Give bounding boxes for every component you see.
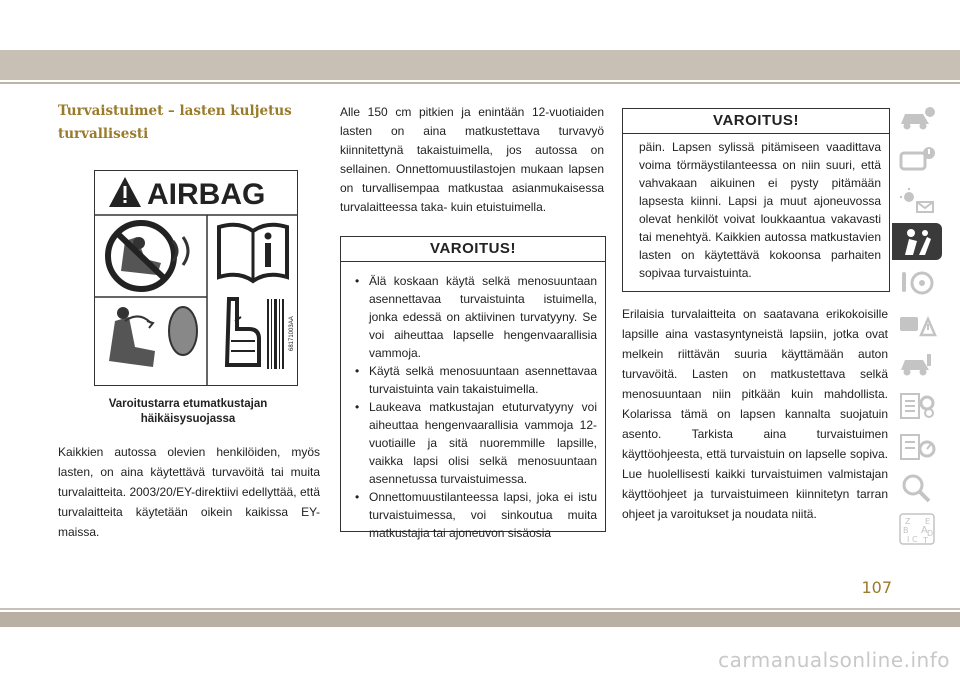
- search-icon: [897, 473, 937, 503]
- svg-text:T: T: [923, 535, 928, 545]
- label-code: 68171003AA: [289, 316, 295, 351]
- svg-text:C: C: [912, 534, 918, 544]
- specs-gauge-icon: [897, 432, 937, 462]
- svg-text:D: D: [927, 528, 934, 538]
- figure-caption-line1: Varoitustarra etumatkustajan: [108, 398, 268, 410]
- airbag-warning-label-figure: [94, 170, 298, 386]
- airbag-deploy-icon: [109, 307, 197, 367]
- section-heading-line2: turvallisesti: [58, 126, 149, 142]
- chapter-sidebar: [892, 100, 942, 551]
- sidebar-tab-specs[interactable]: [892, 428, 942, 465]
- sidebar-tab-lights-message[interactable]: [892, 182, 942, 219]
- sidebar-tab-key-steering[interactable]: [892, 264, 942, 301]
- warning-item: • Käytä selkä menosuuntaan asennettavaa turvaistuinta vain takaistuimella.: [353, 362, 597, 398]
- manual-book-icon: [219, 225, 287, 281]
- sidebar-tab-car-info[interactable]: [892, 100, 942, 137]
- sidebar-tab-car-tools[interactable]: [892, 346, 942, 383]
- warning-item: • Laukeava matkustajan etuturvatyyny voi aiheuttaa hengenvaarallisia vammoja 12-vuotiaille ja sitä nuoremmille lapsille, vaikka lapsi olisi selkä menosuuntaan asennetussa turvaistuimessa.: [353, 398, 597, 488]
- footer-band: [0, 612, 960, 627]
- car-info-icon: [897, 104, 937, 134]
- sidebar-tab-road-warning[interactable]: [892, 305, 942, 342]
- hand-pointing-icon: [227, 299, 259, 365]
- page-top-margin: [0, 0, 960, 50]
- sidebar-tab-index[interactable]: [892, 510, 942, 547]
- warning-item: • Älä koskaan käytä selkä menosuuntaan asennettavaa turvaistuinta istuimella, jonka edessä on aktiivinen turvatyyny. Se voi aiheuttaa lapselle hengenvaarallisia vammoja.: [353, 272, 597, 362]
- warning-list: [341, 262, 605, 542]
- section-heading: [58, 100, 318, 146]
- sidebar-tab-search[interactable]: [892, 469, 942, 506]
- watermark-text: carmanualsonline.info: [718, 648, 950, 672]
- figure-caption: [58, 397, 318, 427]
- svg-text:Z: Z: [905, 516, 911, 526]
- header-rule: [0, 82, 960, 84]
- lights-message-icon: [897, 186, 937, 216]
- sidebar-tab-car-warning[interactable]: [892, 141, 942, 178]
- header-band: [0, 50, 960, 80]
- svg-text:I: I: [907, 534, 910, 544]
- section-heading-line1: Turvaistuimet – lasten kuljetus: [58, 103, 292, 119]
- column3-paragraph: Erilaisia turvalaitteita on saatavana erikokoisille lapsille aina vastasyntyneistä lapsiin, jotka ovat melkein riittävän suuria käyttämään auton turvavöitä. Lasten on matkustettava selkä menosuuntaan niin pitkään kuin mahdollista. Kolarissa tämä on lapsen kannalta suojatuin asento. Tarkista aina turvaistuimen käyttöohjeesta, että turvaistuin on lapselle sopiva. Lue huolellisesti kaikki turvaistuimen valmistajan käyttöohjeet ja turvaistuimeen kiinnitetyn tarran ohjeet ja varoitukset ja noudata niitä.: [622, 307, 888, 521]
- sidebar-tab-safety[interactable]: [892, 223, 942, 260]
- warning-box: [340, 236, 606, 540]
- svg-text:E: E: [925, 516, 931, 526]
- sidebar-tab-maintenance[interactable]: [892, 387, 942, 424]
- warning-continued-text: päin. Lapsen sylissä pitämiseen vaadittava voima törmäystilanteessa on niin suuri, että vahvakaan aikuinen ei pysty pitämään lapsesta kiinni. Lapsi ja muut ajoneuvossa olevat henkilöt voivat loukkaantua vakavasti tai menehtyä. Kaikkien autossa matkustavien lasten on käytettävä kokoonsa parhaiten sopivaa turvaistuinta.: [639, 140, 881, 280]
- road-warning-icon: [897, 309, 937, 339]
- page-number: 107: [861, 578, 892, 597]
- svg-text:B: B: [903, 525, 909, 535]
- airbag-warning-label-graphic: [95, 171, 297, 385]
- maintenance-list-icon: [897, 391, 937, 421]
- car-warning-icon: [897, 145, 937, 175]
- warning-box-continued: [622, 108, 890, 292]
- safety-passenger-icon: [897, 227, 937, 257]
- figure-caption-line2: häikäisysuojassa: [140, 413, 236, 425]
- warning-item: • Onnettomuustilanteessa lapsi, joka ei istu turvaistuimessa, voi sinkoutua muita matkustajia tai ajoneuvon sisäosia: [353, 488, 597, 542]
- no-rear-facing-seat-icon: [108, 223, 188, 289]
- airbag-word: AIRBAG: [147, 178, 266, 211]
- column1-paragraph: Kaikkien autossa olevien henkilöiden, myös lasten, on aina käytettävä turvavöitä tai muita turvalaitteita. 2003/20/EY-direktiivi edellyttää, että turvalaitteita käytetään oikein kaikissa EY-maissa.: [58, 445, 320, 539]
- column2-paragraph: Alle 150 cm pitkien ja enintään 12-vuotiaiden lasten on aina matkustettava turvavyö kiinnitettynä takaistuimella, jos autossa on sellainen. Onnettomuustilastojen mukaan lapsen on turvallisempaa matkustaa asianmukaisessa turvalaitteessa taka- kuin etuistuimella.: [340, 105, 604, 214]
- key-steering-icon: [897, 268, 937, 298]
- warning-title: VAROITUS!: [623, 109, 889, 134]
- barcode-graphic: [267, 299, 284, 369]
- car-tools-icon: [897, 350, 937, 380]
- svg-text:A: A: [921, 524, 928, 536]
- footer-rule: [0, 608, 960, 610]
- alphabet-index-icon: [897, 512, 937, 546]
- warning-title: VAROITUS!: [341, 237, 605, 262]
